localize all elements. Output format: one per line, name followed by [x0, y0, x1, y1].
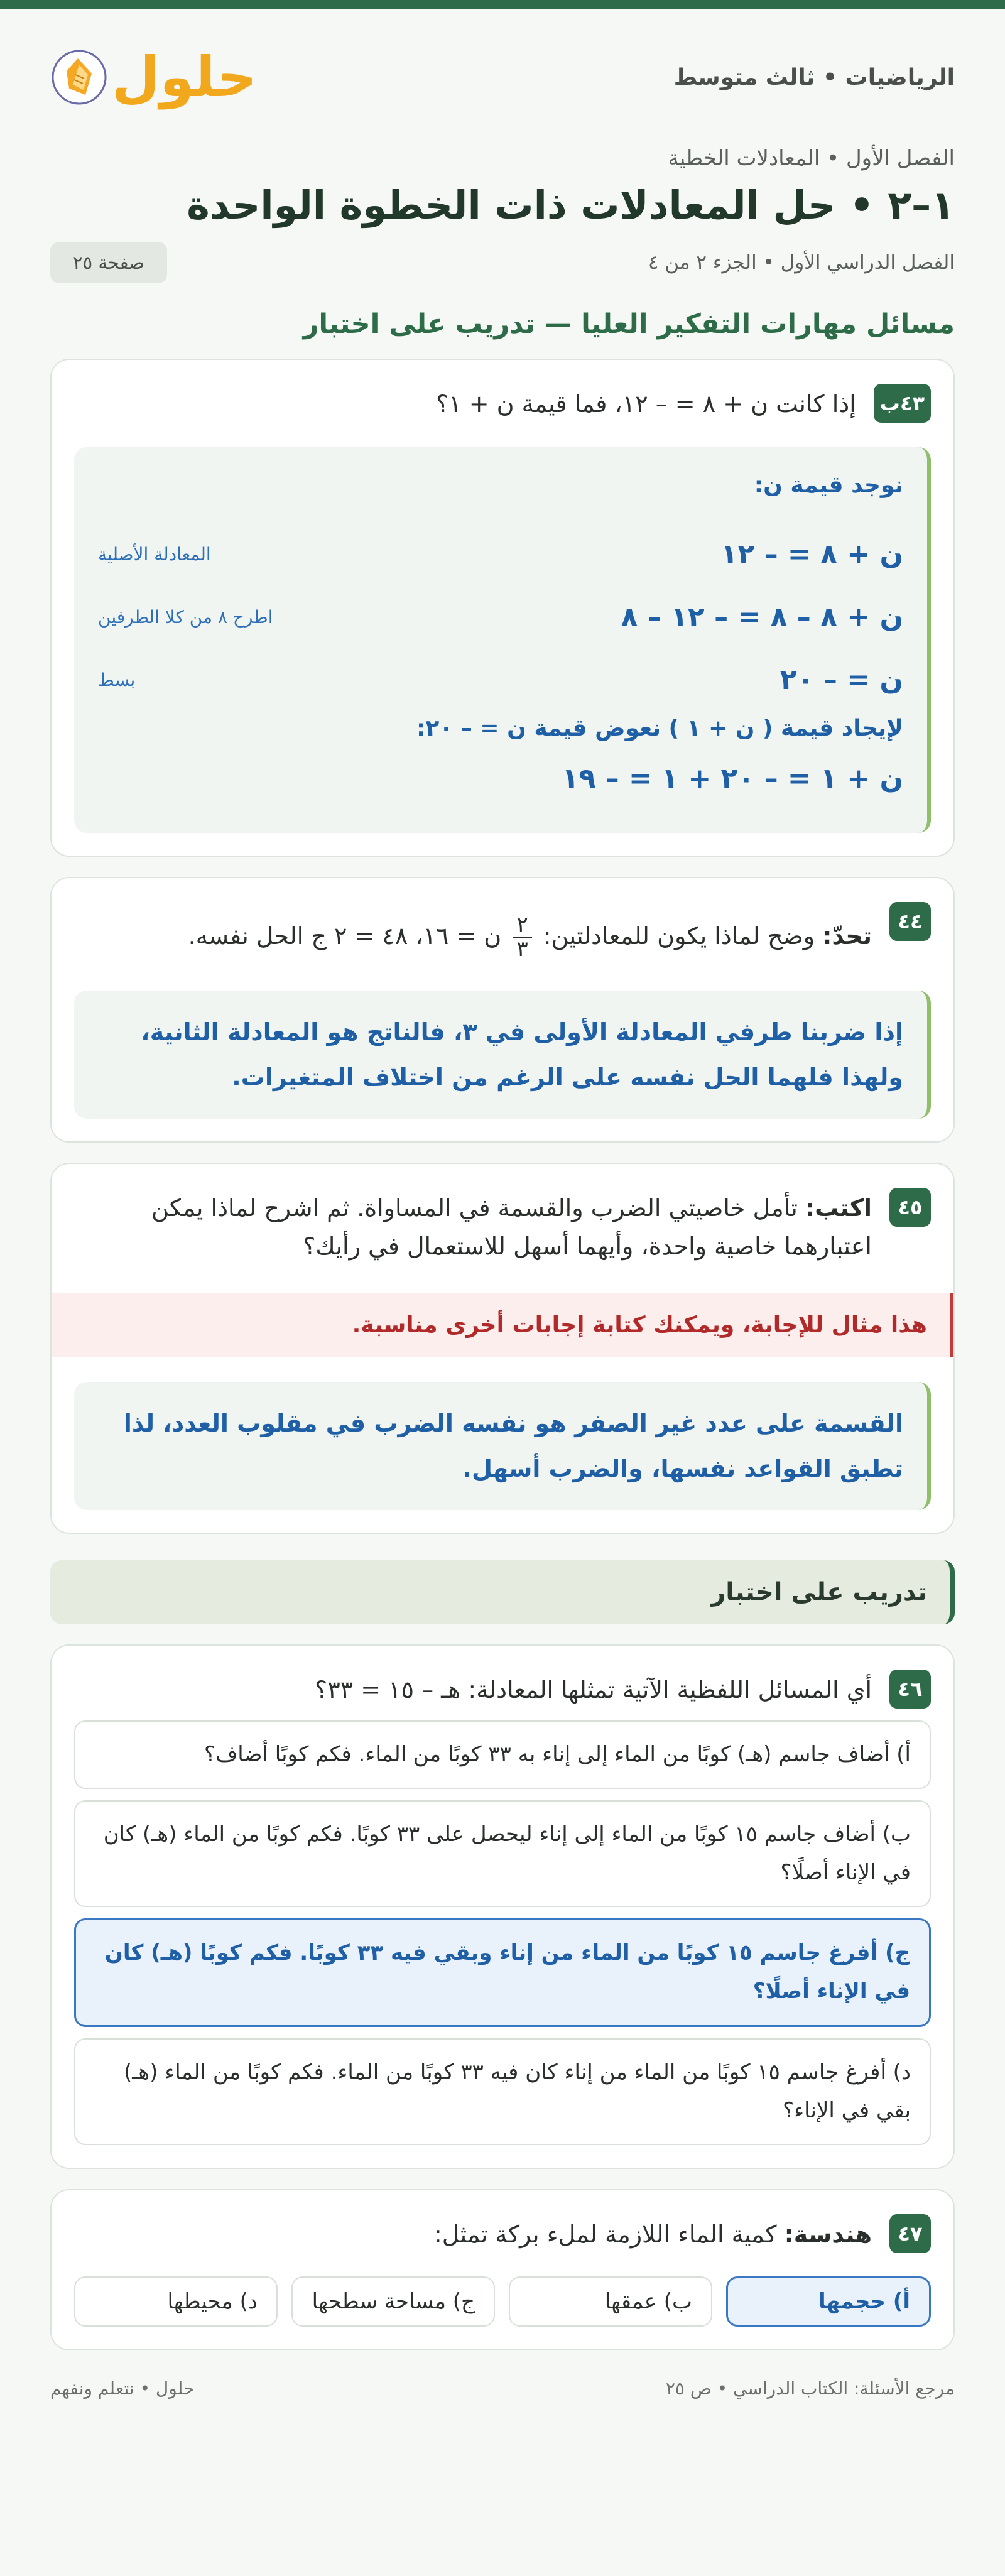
footer-brand: حلول • نتعلم ونفهم — [50, 2378, 195, 2399]
question-text: إذا كانت ن + ٨ = – ١٢، فما قيمة ن + ١؟ — [436, 390, 856, 418]
breadcrumb: الفصل الأول • المعادلات الخطية — [668, 146, 955, 171]
question-number: ٤٤ — [889, 902, 931, 941]
page-badge: صفحة ٢٥ — [50, 242, 167, 283]
question-card-45 — [50, 1163, 955, 1534]
page-footer — [50, 2378, 955, 2399]
subject-label: الرياضيات • ثالث متوسط — [673, 64, 955, 90]
answer-box — [74, 1382, 931, 1510]
question-label: اكتب: — [805, 1193, 872, 1222]
logo-emblem-icon — [50, 48, 108, 106]
equation: ن = – ٢٠ — [780, 664, 903, 697]
question-card-44 — [50, 877, 955, 1143]
sample-answer-warning: هذا مثال للإجابة، ويمكنك كتابة إجابات أخرى مناسبة. — [52, 1293, 953, 1357]
question-body: كمية الماء اللازمة لملء بركة تمثل: — [433, 2220, 777, 2249]
question-text: أي المسائل اللفظية الآتية تمثلها المعادلة: هـ – ١٥ = ٣٣؟ — [315, 1675, 872, 1704]
question-text-after: ن = ١٦، ٤٨ = ٢ ج الحل نفسه. — [188, 921, 502, 950]
test-practice-band: تدريب على اختبار — [50, 1560, 955, 1624]
fraction-denominator: ٣ — [516, 937, 528, 962]
step-note: اطرح ٨ من كلا الطرفين — [98, 607, 273, 628]
section-title: مسائل مهارات التفكير العليا — تدريب على اختبار — [303, 308, 955, 340]
question-number: ٤٧ — [889, 2214, 931, 2253]
answer-heading: نوجد قيمة ن: — [754, 472, 903, 498]
choice-b[interactable]: ب) عمقها — [509, 2276, 712, 2327]
final-equation — [98, 747, 903, 810]
step-note: بسط — [98, 670, 136, 691]
option-c-selected[interactable]: ج) أفرغ جاسم ١٥ كوبًا من الماء من إناء وبقي فيه ٣٣ كوبًا. فكم كوبًا (هـ) كان في الإناء أصلًا؟ — [74, 1918, 931, 2026]
question-number: ٤٥ — [889, 1188, 931, 1227]
question-card-47 — [50, 2189, 955, 2350]
option-d[interactable]: د) أفرغ جاسم ١٥ كوبًا من الماء من إناء كان فيه ٣٣ كوبًا من الماء. فكم كوبًا من الماء (هـ) بقي في الإناء؟ — [74, 2038, 931, 2145]
footer-source: مرجع الأسئلة: الكتاب الدراسي • ص ٢٥ — [665, 2378, 955, 2399]
question-text-before: وضح لماذا يكون للمعادلتين: — [543, 921, 815, 950]
fraction — [513, 913, 531, 962]
equation-step — [98, 586, 903, 649]
choice-c[interactable]: ج) مساحة سطحها — [291, 2276, 495, 2327]
option-b[interactable]: ب) أضاف جاسم ١٥ كوبًا من الماء إلى إناء ليحصل على ٣٣ كوبًا. فكم كوبًا من الماء (هـ) كان في الإناء أصلًا؟ — [74, 1800, 931, 1907]
question-card-46 — [50, 1644, 955, 2169]
question-body: تأمل خاصيتي الضرب والقسمة في المساواة. ثم اشرح لماذا يمكن اعتبارهما خاصية واحدة، وأيهما أسهل للاستعمال في رأيك؟ — [151, 1193, 872, 1260]
question-card-43 — [50, 359, 955, 857]
equation: ن + ٨ – ٨ = – ١٢ – ٨ — [621, 601, 903, 634]
question-number: ٤٦ — [889, 1670, 931, 1709]
site-logo[interactable] — [50, 45, 257, 109]
option-a[interactable]: أ) أضاف جاسم (هـ) كوبًا من الماء إلى إناء به ٣٣ كوبًا من الماء. فكم كوبًا أضاف؟ — [74, 1720, 931, 1789]
answer-text: إذا ضربنا طرفي المعادلة الأولى في ٣، فالناتج هو المعادلة الثانية، ولهذا فلهما الحل نفسه على الرغم من اختلاف المتغيرات. — [141, 1018, 903, 1091]
question-label: تحدّ: — [822, 921, 872, 950]
equation-step — [98, 649, 903, 712]
question-text — [74, 1188, 872, 1266]
equation: ن + ٨ = – ١٢ — [720, 538, 903, 571]
choice-a-selected[interactable]: أ) حجمها — [726, 2276, 931, 2327]
choice-d[interactable]: د) محيطها — [74, 2276, 278, 2327]
equation-step — [98, 523, 903, 586]
question-text — [188, 902, 872, 962]
question-label: هندسة: — [784, 2220, 872, 2249]
answer-substitution-text: لإيجاد قيمة ( ن + ١ ) نعوض قيمة ن = – ٢٠: — [416, 715, 903, 741]
logo-text: حلول — [112, 45, 257, 109]
question-text — [434, 2214, 872, 2254]
question-number: ٤٣ب — [874, 384, 931, 423]
fraction-numerator: ٢ — [513, 913, 531, 938]
answer-box — [74, 991, 931, 1119]
top-accent-bar — [0, 0, 1005, 9]
lesson-title: ١–٢ • حل المعادلات ذات الخطوة الواحدة — [187, 182, 955, 228]
answer-text: القسمة على عدد غير الصفر هو نفسه الضرب في مقلوب العدد، لذا تطبق القواعد نفسها، والضرب أسهل. — [123, 1409, 903, 1482]
step-note: المعادلة الأصلية — [98, 544, 211, 565]
equation: ن + ١ = – ٢٠ + ١ = – ١٩ — [562, 763, 903, 795]
answer-box — [74, 447, 931, 833]
term-meta: الفصل الدراسي الأول • الجزء ٢ من ٤ — [648, 251, 955, 274]
